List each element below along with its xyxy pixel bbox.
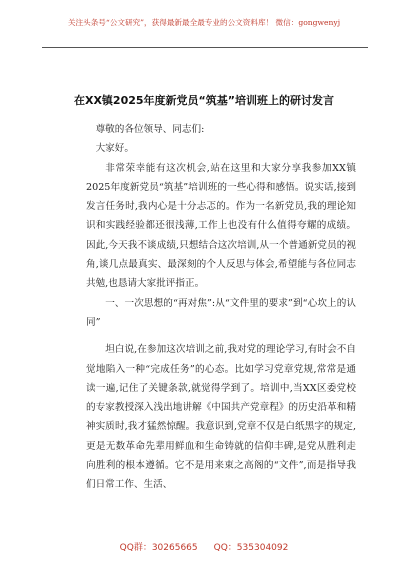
document-title: 在XX镇2025年度新党员“筑基”培训班上的研讨发言 [73,94,335,107]
paragraph-intro: 非常荣幸能有这次机会,站在这里和大家分享我参加XX镇2025年度新党员“筑基”培训班的一些心得和感悟。说实话,接到发言任务时,我内心是十分忐忑的。作为一名新党员,我的理论知识和实践经验都还很浅薄,工作上也没有什么值得夸耀的成绩。因此,今天我不谈成绩,只想结合这次培训,从一个普通新党员的视角,谈几点最真实、最深刻的个人反思与体会,希望能与各位同志共勉,也恳请大家批评指正。 [86,162,356,290]
footer-contact [0,540,408,553]
header-note: 关注头条号“公文研究”，获得最新最全最专业的公文资料库！ 微信：gongwenyj [67,18,341,27]
footer-qq: QQ：535304092 [213,543,289,553]
salutation: 尊敬的各位领导、同志们: [95,124,205,135]
section-heading: 一、一次思想的“再对焦”:从“文件里的要求”到“心坎上的认同” [86,297,356,328]
header-divider [42,47,368,48]
greeting: 大家好。 [95,143,134,155]
document-body [86,120,356,495]
footer-qq-group: QQ群：30265665 [119,543,198,553]
paragraph-section-one: 坦白说,在参加这次培训之前,我对党的理论学习,有时会不自觉地陷入一种“完成任务”的心态。比如学习党章党规,常常是通读一遍,记住了关键条款,就觉得学到了。培训中,当XX区委党校的专家教授深入浅出地讲解《中国共产党章程》的历史沿革和精神实质时,我才猛然惊醒。我意识到,党章不仅是白纸黑字的规定,更是无数革命先辈用鲜血和生命铸就的信仰丰碑,是党从胜利走向胜利的根本遵循。它不是用来束之高阁的“文件”,而是指导我们日常工作、生活、 [86,344,356,491]
